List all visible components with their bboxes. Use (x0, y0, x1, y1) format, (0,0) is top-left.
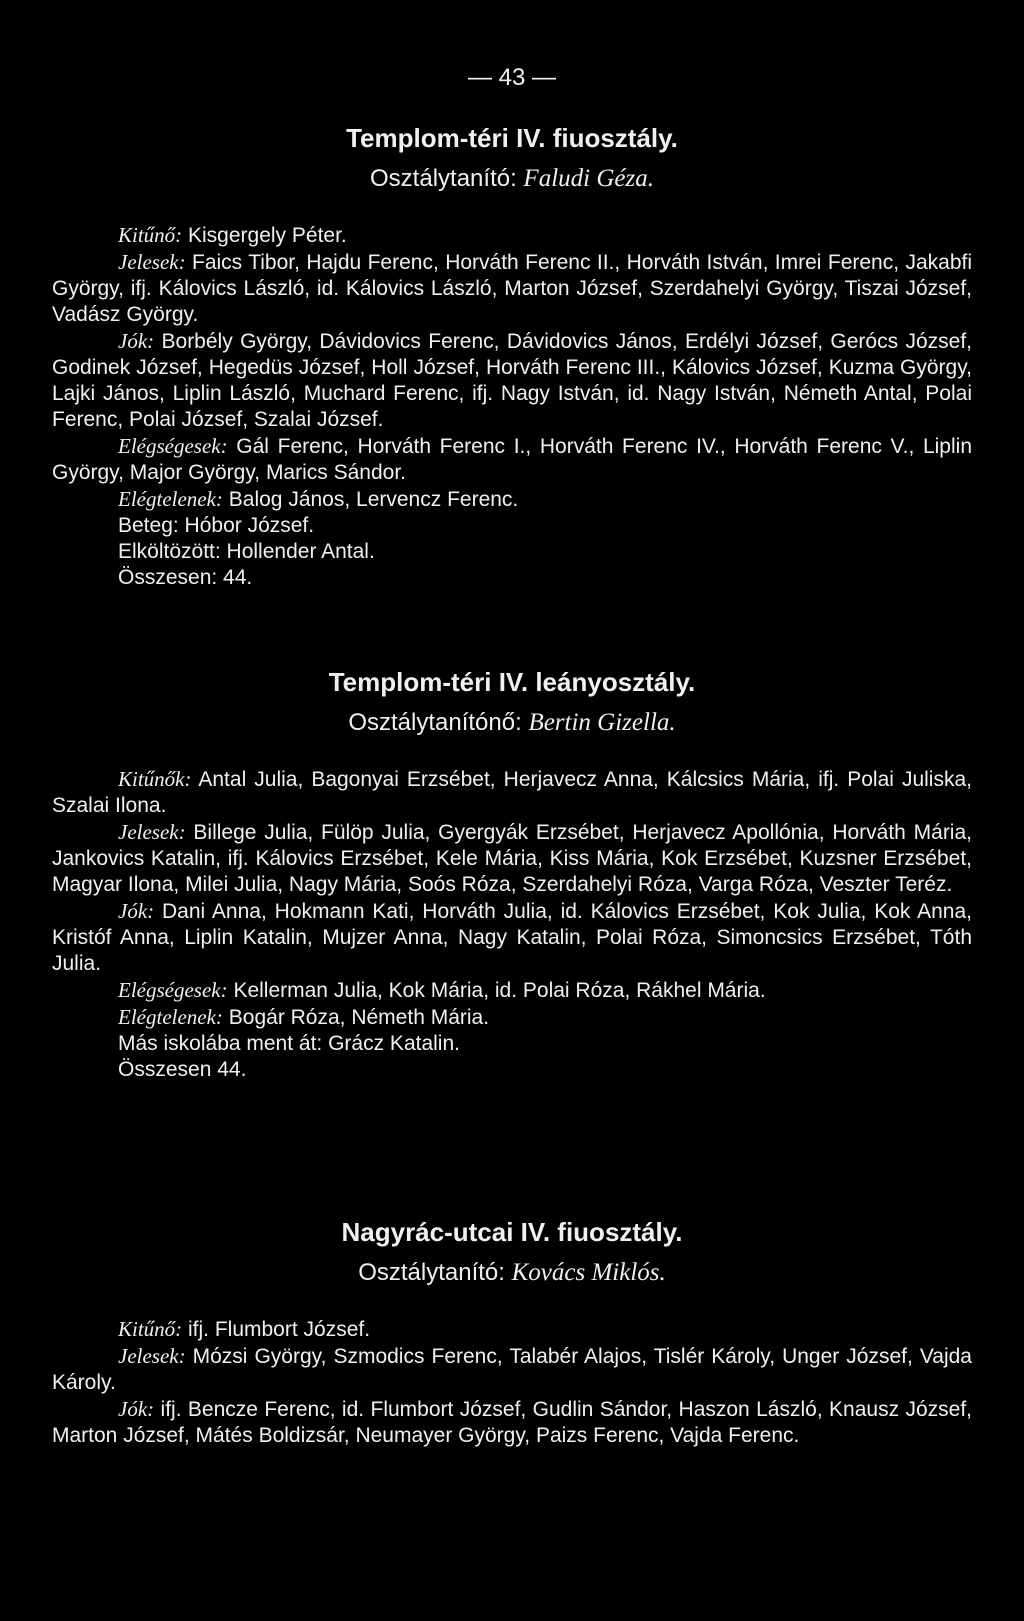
grade-paragraph-jok (52, 898, 972, 977)
note-line: Beteg: Hóbor József. (118, 514, 315, 537)
student-list: ifj. Flumbort József. (182, 1318, 371, 1341)
note-line: Elköltözött: Hollender Antal. (118, 540, 375, 563)
student-list: Billege Julia, Fülöp Julia, Gyergyák Erzsébet, Herjavecz Apollónia, Horváth Mária, Jankovics Katalin, ifj. Kálovics Erzsébet, Kele Mária, Kiss Mária, Kok Erzsébet, Kuzsner Erzsébet, Magyar Ilona, Milei Julia, Nagy Mária, Soós Róza, Szerdahelyi Róza, Varga Róza, Veszter Teréz. (52, 821, 972, 896)
teacher-label: Osztálytanító: (358, 1259, 505, 1286)
grade-label: Jelesek: (118, 820, 186, 844)
grade-paragraph-jok (52, 328, 972, 433)
student-list: ifj. Bencze Ferenc, id. Flumbort József, Gudlin Sándor, Haszon László, Knausz József, Marton József, Mátés Boldizsár, Neumayer György, Paizs Ferenc, Vajda Ferenc. (52, 1398, 972, 1447)
grade-paragraph-elegsegesek (52, 433, 972, 486)
student-list: Borbély György, Dávidovics Ferenc, Dávidovics János, Erdélyi József, Gerócs József, Godinek József, Hegedüs József, Holl József, Horváth Ferenc III., Kálovics József, Kuzma György, Lajki János, Liplin László, Muchard Ferenc, ifj. Nagy István, id. Nagy István, Németh Antal, Polai Ferenc, Polai József, Szalai József. (52, 330, 972, 431)
grade-paragraph-elegtelenek (52, 486, 972, 513)
grade-paragraph-jok (52, 1396, 972, 1449)
teacher-label: Osztálytanító: (370, 165, 517, 192)
grade-paragraph-kitunok (52, 766, 972, 819)
section-title: Nagyrác-utcai IV. fiuosztály. (341, 1217, 683, 1247)
student-list: Kellerman Julia, Kok Mária, id. Polai Róza, Rákhel Mária. (227, 979, 766, 1002)
total-line: Összesen: 44. (118, 566, 253, 589)
student-list: Dani Anna, Hokmann Kati, Horváth Julia, id. Kálovics Erzsébet, Kok Julia, Kok Anna, Kristóf Anna, Liplin Katalin, Mujzer Anna, Nagy Katalin, Polai Róza, Simoncsics Erzsébet, Tóth Julia. (52, 900, 972, 975)
teacher-line (52, 1258, 972, 1288)
grade-label: Jók: (118, 1397, 155, 1421)
grade-paragraph-elegsegesek (52, 977, 972, 1004)
grade-label: Jelesek: (118, 1344, 186, 1368)
teacher-name: Faludi Géza. (523, 165, 654, 192)
class-section-nagyrac-boys (52, 1216, 972, 1449)
student-list: Gál Ferenc, Horváth Ferenc I., Horváth Ferenc IV., Horváth Ferenc V., Liplin György, Major György, Marics Sándor. (52, 435, 972, 484)
teacher-name: Bertin Gizella. (528, 709, 676, 736)
grade-paragraph-kitunok (52, 222, 972, 249)
teacher-line (52, 708, 972, 738)
grade-paragraph-jelesek (52, 1343, 972, 1396)
grade-paragraph-elegtelenek (52, 1004, 972, 1031)
grade-label: Jelesek: (118, 250, 186, 274)
grade-paragraph-jelesek (52, 249, 972, 328)
class-section-templom-girls (52, 666, 972, 1083)
grade-label: Elégségesek: (118, 434, 228, 458)
grade-label: Jók: (118, 899, 155, 923)
total-line: Összesen 44. (118, 1058, 247, 1081)
student-list: Mózsi György, Szmodics Ferenc, Talabér Alajos, Tislér Károly, Unger József, Vajda Károly. (52, 1345, 972, 1394)
student-list: Kisgergely Péter. (182, 224, 347, 247)
grade-label: Kitűnők: (118, 767, 192, 791)
grade-label: Kitűnő: (118, 223, 183, 247)
student-list: Balog János, Lervencz Ferenc. (222, 488, 519, 511)
grade-paragraph-kitunok (52, 1316, 972, 1343)
class-section-templom-boys (52, 122, 972, 591)
section-title: Templom-téri IV. fiuosztály. (346, 123, 678, 153)
student-list: Antal Julia, Bagonyai Erzsébet, Herjavecz Anna, Kálcsics Mária, ifj. Polai Juliska, Szalai Ilona. (52, 768, 972, 817)
student-list: Bogár Róza, Németh Mária. (222, 1006, 490, 1029)
note-line: Más iskolába ment át: Grácz Katalin. (118, 1032, 460, 1055)
student-list: Faics Tibor, Hajdu Ferenc, Horváth Ferenc II., Horváth István, Imrei Ferenc, Jakabfi György, ifj. Kálovics László, id. Kálovics László, Marton József, Szerdahelyi György, Tiszai József, Vadász György. (52, 251, 972, 326)
grade-label: Elégtelenek: (118, 487, 223, 511)
grade-label: Elégtelenek: (118, 1005, 223, 1029)
teacher-line (52, 164, 972, 194)
grade-label: Kitűnő: (118, 1317, 183, 1341)
teacher-name: Kovács Miklós. (511, 1259, 666, 1286)
grade-label: Elégségesek: (118, 978, 228, 1002)
section-title: Templom-téri IV. leányosztály. (328, 667, 696, 697)
grade-label: Jók: (118, 329, 155, 353)
grade-paragraph-jelesek (52, 819, 972, 898)
page-number: — 43 — (467, 64, 557, 91)
teacher-label: Osztálytanítónő: (348, 709, 522, 736)
